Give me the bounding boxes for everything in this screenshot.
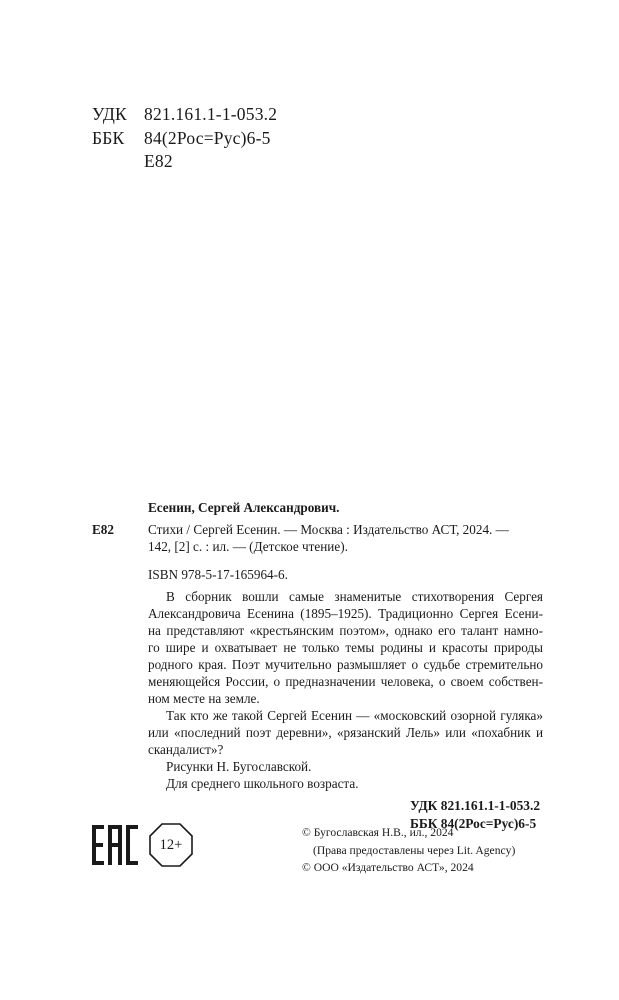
audience-note: Для среднего школьного возраста. xyxy=(166,776,359,791)
annotation-line: меняющейся России, о предназначении человека, о своем собствен- xyxy=(148,674,543,689)
age-rating-badge xyxy=(149,823,193,867)
author-heading: Есенин, Сергей Александрович. xyxy=(148,500,340,515)
udk-full: УДК 821.161.1-1-053.2 xyxy=(410,798,541,813)
udk-value: 821.161.1-1-053.2 xyxy=(144,104,278,124)
annotation-line: го шире и охватывает не только темы родины и красоты природы xyxy=(148,640,543,655)
annotation-line: В сборник вошли самые знаменитые стихотворения Сергея xyxy=(166,589,543,604)
illustrations-credit: Рисунки Н. Бугославской. xyxy=(166,759,312,774)
annotation-line: скандалист»? xyxy=(148,742,224,757)
bbk-line xyxy=(92,128,271,149)
bbk-label: ББК xyxy=(92,128,125,148)
copyright-rights-note: (Права предоставлены через Lit. Agency) xyxy=(313,844,516,857)
eac-mark-icon xyxy=(92,823,138,869)
udk-line xyxy=(92,104,277,125)
bbk-value: 84(2Рос=Рус)6-5 xyxy=(144,128,271,148)
copyright-publisher: © ООО «Издательство АСТ», 2024 xyxy=(302,861,474,874)
annotation-line: родного края. Поэт мучительно размышляет о судьбе стремительно xyxy=(148,657,543,672)
record-line-2: 142, [2] с. : ил. — (Детское чтение). xyxy=(148,539,348,554)
author-mark: Е82 xyxy=(92,522,114,537)
annotation-line: Александровича Есенина (1895–1925). Традиционно Сергея Есени- xyxy=(148,606,543,621)
record-line-1: Стихи / Сергей Есенин. — Москва : Издательство АСТ, 2024. — xyxy=(148,522,509,537)
annotation-line: на представляют «крестьянским поэтом», однако его талант намно- xyxy=(148,623,543,638)
author-mark-top: Е82 xyxy=(144,151,173,171)
annotation-line: ном месте на земле. xyxy=(148,691,260,706)
age-rating-label: 12+ xyxy=(159,836,183,853)
udk-label: УДК xyxy=(92,104,127,124)
isbn: ISBN 978-5-17-165964-6. xyxy=(148,567,288,582)
annotation-line: Так кто же такой Сергей Есенин — «московский озорной гуляка» xyxy=(166,708,543,723)
annotation-paragraph-2 xyxy=(148,707,543,758)
annotation-line: или «последний поэт деревни», «рязанский Лель» или «похабник и xyxy=(148,725,543,740)
bbk-full: ББК 84(2Рос=Рус)6-5 xyxy=(410,816,537,831)
copyright-illustrator: © Бугославская Н.В., ил., 2024 xyxy=(302,826,454,839)
annotation-paragraph-1 xyxy=(148,588,543,707)
